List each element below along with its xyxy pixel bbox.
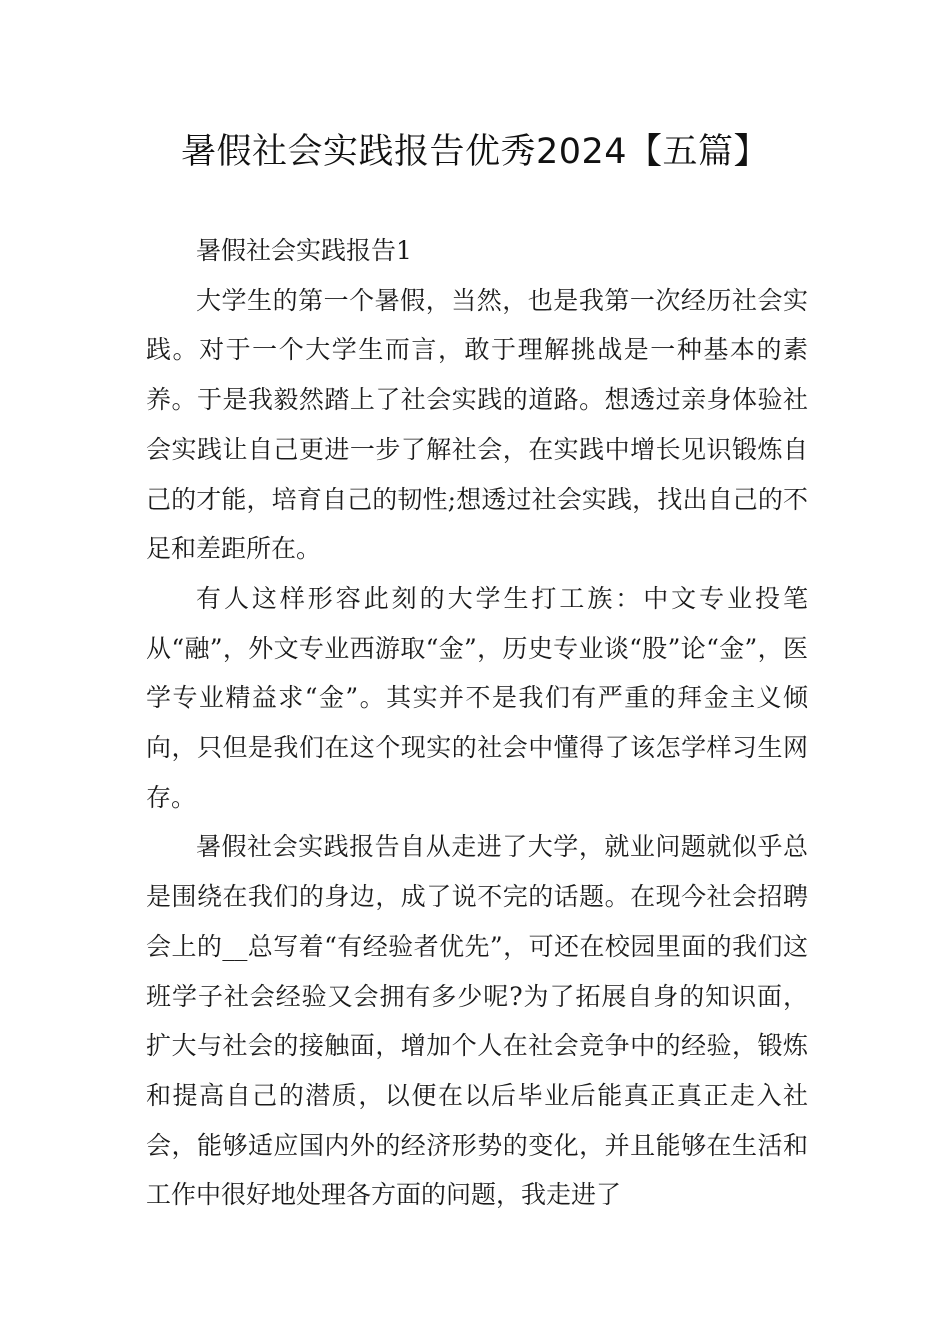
paragraph-1: 大学生的第一个暑假，当然，也是我第一次经历社会实践。对于一个大学生而言，敢于理解挑战是一种基本的素养。于是我毅然踏上了社会实践的道路。想透过亲身体验社会实践让自己更进一步了解社会，在实践中增长见识锻炼自己的才能，培育自己的韧性;想透过社会实践，找出自己的不足和差距所在。: [146, 285, 808, 564]
section-heading: 暑假社会实践报告1: [196, 236, 412, 265]
paragraph-2: 有人这样形容此刻的大学生打工族：中文专业投笔从“融”，外文专业西游取“金”，历史专业谈“股”论“金”，医学专业精益求“金”。其实并不是我们有严重的拜金主义倾向，只但是我们在这个现实的社会中懂得了该怎学样习生网存。: [146, 583, 808, 812]
document-title: 暑假社会实践报告优秀2024【五篇】: [180, 132, 770, 172]
document-body: [146, 226, 808, 1220]
paragraph-3: 暑假社会实践报告自从走进了大学，就业问题就似乎总是围绕在我们的身边，成了说不完的话题。在现今社会招聘会上的__总写着“有经验者优先”，可还在校园里面的我们这班学子社会经验又会拥有多少呢?为了拓展自身的知识面，扩大与社会的接触面，增加个人在社会竞争中的经验，锻炼和提高自己的潜质，以便在以后毕业后能真正真正走入社会，能够适应国内外的经济形势的变化，并且能够在生活和工作中很好地处理各方面的问题，我走进了: [146, 832, 808, 1210]
